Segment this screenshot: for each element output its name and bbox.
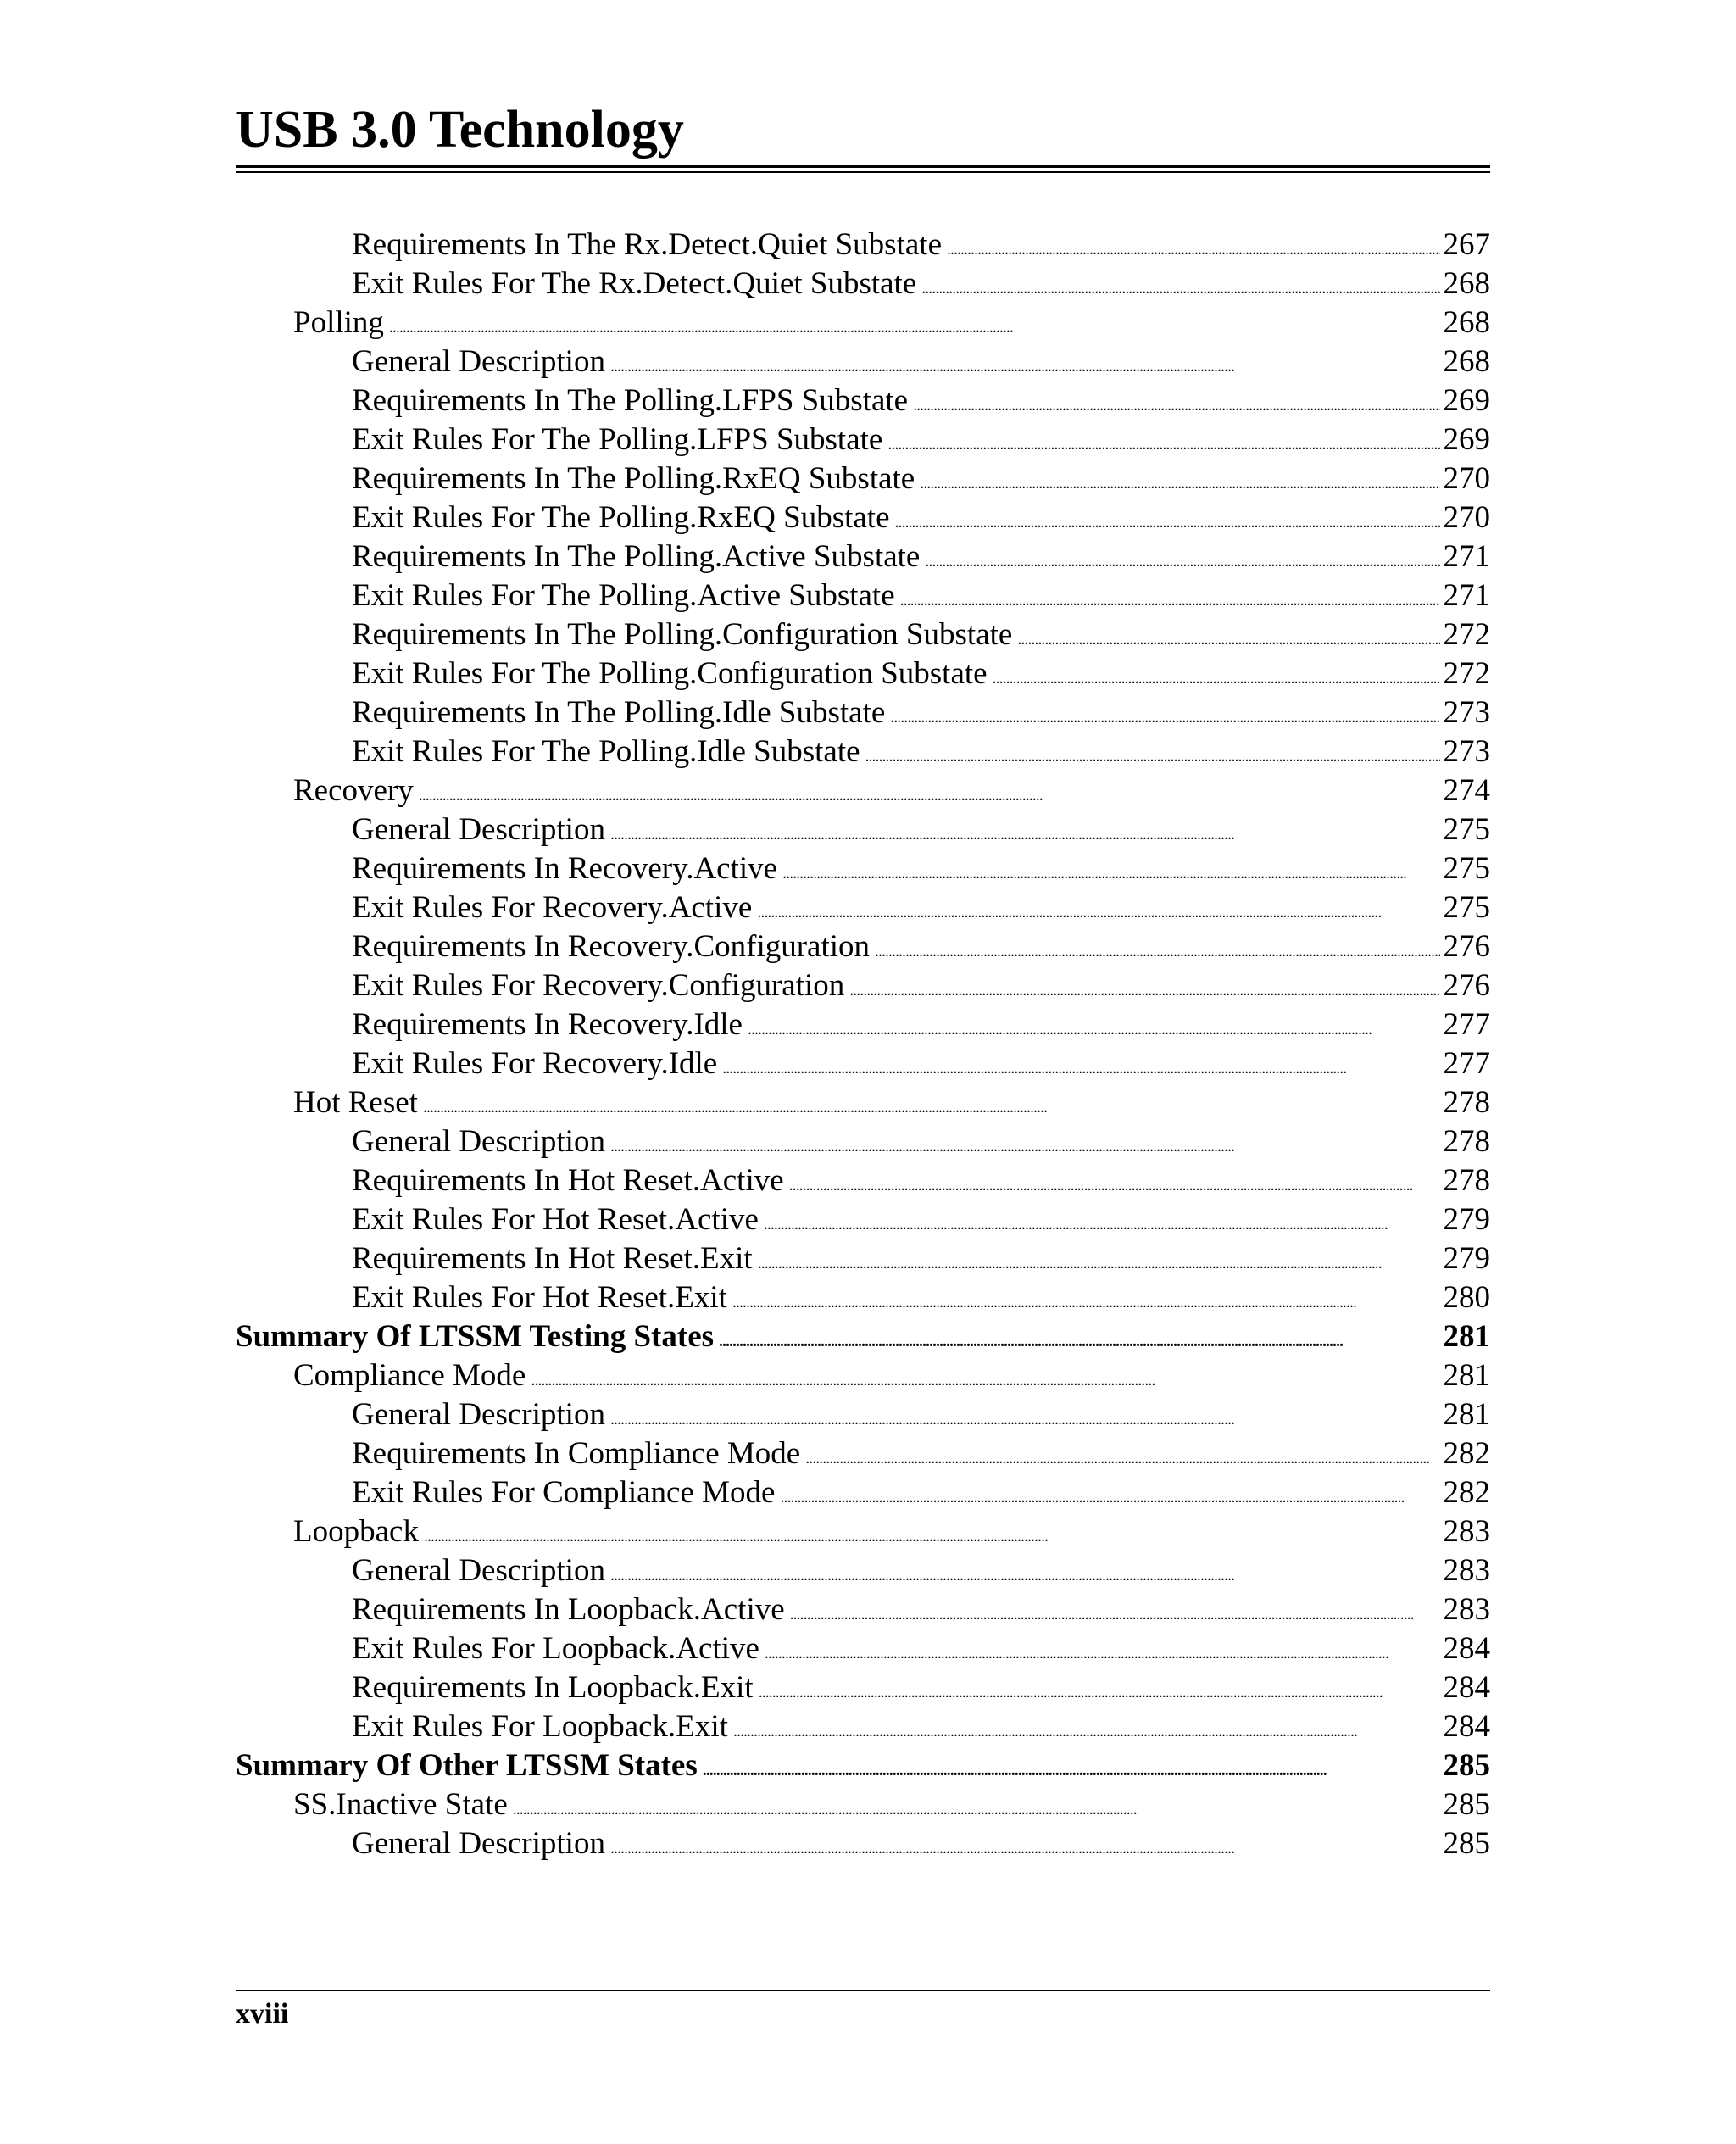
toc-entry[interactable] <box>236 1824 1490 1863</box>
toc-entry-title: Exit Rules For Compliance Mode <box>352 1475 776 1510</box>
toc-entry[interactable] <box>236 1707 1490 1746</box>
toc-entry-page: 280 <box>1443 1280 1490 1315</box>
dot-leader <box>759 1668 1440 1712</box>
toc-entry-title: Recovery <box>293 773 414 808</box>
toc-entry-title: Exit Rules For The Polling.RxEQ Substate <box>352 500 890 535</box>
toc-entry[interactable] <box>236 1317 1490 1356</box>
toc-entry-title: Exit Rules For The Polling.LFPS Substate <box>352 422 883 457</box>
toc-entry-title: Summary Of Other LTSSM States <box>236 1748 698 1783</box>
toc-entry[interactable] <box>236 498 1490 537</box>
toc-entry-page: 281 <box>1443 1397 1490 1432</box>
toc-entry-title: Requirements In The Rx.Detect.Quiet Substate <box>352 227 942 262</box>
toc-entry-page: 283 <box>1443 1514 1490 1549</box>
toc-entry-title: Exit Rules For Recovery.Active <box>352 890 753 925</box>
dot-leader <box>887 420 1439 464</box>
toc-entry-title: Exit Rules For The Rx.Detect.Quiet Substate <box>352 266 917 301</box>
toc-entry[interactable] <box>236 888 1490 927</box>
dot-leader <box>758 1239 1440 1283</box>
toc-entry-title: General Description <box>352 1397 605 1432</box>
toc-entry[interactable] <box>236 226 1490 265</box>
toc-entry[interactable] <box>236 1512 1490 1551</box>
toc-entry-title: Exit Rules For Recovery.Configuration <box>352 968 845 1003</box>
toc-entry[interactable] <box>236 265 1490 304</box>
toc-entry-title: Requirements In Hot Reset.Exit <box>352 1241 753 1276</box>
toc-entry[interactable] <box>236 1005 1490 1044</box>
dot-leader <box>764 1200 1440 1244</box>
toc-entry[interactable] <box>236 927 1490 966</box>
toc-entry[interactable] <box>236 615 1490 654</box>
toc-entry[interactable] <box>236 693 1490 732</box>
toc-entry[interactable] <box>236 732 1490 771</box>
toc-entry-title: Exit Rules For Recovery.Idle <box>352 1046 718 1081</box>
toc-entry-page: 282 <box>1443 1436 1490 1471</box>
toc-entry[interactable] <box>236 1551 1490 1590</box>
toc-entry[interactable] <box>236 1200 1490 1239</box>
toc-entry-title: Requirements In Recovery.Active <box>352 851 778 886</box>
dot-leader <box>610 1824 1440 1868</box>
dot-leader <box>890 693 1439 737</box>
toc-entry-title: General Description <box>352 1826 605 1861</box>
toc-entry-page: 268 <box>1443 344 1490 379</box>
toc-entry-page: 278 <box>1443 1085 1490 1120</box>
toc-entry-title: Compliance Mode <box>293 1358 526 1393</box>
dot-leader <box>748 1005 1440 1049</box>
running-header-title: USB 3.0 Technology <box>236 101 684 159</box>
dot-leader <box>895 498 1440 542</box>
dot-leader <box>765 1629 1440 1673</box>
dot-leader <box>1017 615 1439 659</box>
toc-entry-page: 269 <box>1443 422 1490 457</box>
toc-entry-title: Requirements In Hot Reset.Active <box>352 1163 784 1198</box>
toc-entry[interactable] <box>236 1161 1490 1200</box>
toc-entry-page: 277 <box>1443 1007 1490 1042</box>
toc-entry-page: 267 <box>1443 227 1490 262</box>
dot-leader <box>719 1317 1439 1361</box>
dot-leader <box>610 1551 1440 1595</box>
toc-entry-title: SS.Inactive State <box>293 1787 508 1822</box>
dot-leader <box>947 226 1440 269</box>
toc-entry-page: 285 <box>1443 1787 1490 1822</box>
dot-leader <box>513 1785 1440 1829</box>
toc-entry-title: General Description <box>352 1124 605 1159</box>
toc-entry-title: Exit Rules For Hot Reset.Active <box>352 1202 759 1237</box>
dot-leader <box>610 342 1440 386</box>
toc-entry-page: 272 <box>1443 617 1490 652</box>
toc-entry-title: Requirements In Loopback.Exit <box>352 1670 754 1705</box>
toc-entry-page: 278 <box>1443 1124 1490 1159</box>
dot-leader <box>732 1278 1440 1322</box>
toc-entry-title: Exit Rules For The Polling.Idle Substate <box>352 734 860 769</box>
toc-entry-title: Requirements In The Polling.Active Substate <box>352 539 921 574</box>
dot-leader <box>610 810 1440 854</box>
dot-leader <box>782 849 1439 893</box>
toc-entry[interactable] <box>236 420 1490 459</box>
dot-leader <box>531 1356 1439 1400</box>
toc-entry-title: Requirements In The Polling.Idle Substate <box>352 695 886 730</box>
dot-leader <box>419 771 1440 815</box>
dot-leader <box>900 576 1440 620</box>
toc-entry[interactable] <box>236 771 1490 810</box>
toc-entry[interactable] <box>236 1083 1490 1122</box>
toc-entry-title: Requirements In The Polling.LFPS Substate <box>352 383 909 418</box>
toc-entry[interactable] <box>236 342 1490 381</box>
toc-entry-page: 279 <box>1443 1202 1490 1237</box>
table-of-contents <box>236 226 1490 1863</box>
toc-entry[interactable] <box>236 966 1490 1005</box>
toc-entry[interactable] <box>236 1356 1490 1395</box>
dot-leader <box>703 1746 1440 1790</box>
dot-leader <box>780 1473 1439 1517</box>
footer-rule <box>236 1990 1490 1991</box>
toc-entry[interactable] <box>236 1785 1490 1824</box>
toc-entry[interactable] <box>236 1629 1490 1668</box>
toc-entry-page: 283 <box>1443 1553 1490 1588</box>
toc-entry-title: General Description <box>352 1553 605 1588</box>
toc-entry[interactable] <box>236 1239 1490 1278</box>
toc-entry-page: 277 <box>1443 1046 1490 1081</box>
dot-leader <box>913 381 1439 425</box>
header-rule <box>236 165 1490 168</box>
toc-entry[interactable] <box>236 1668 1490 1707</box>
toc-entry[interactable] <box>236 381 1490 420</box>
toc-entry-page: 284 <box>1443 1670 1490 1705</box>
toc-entry-title: General Description <box>352 812 605 847</box>
dot-leader <box>790 1590 1440 1634</box>
dot-leader <box>865 732 1440 776</box>
toc-entry-page: 274 <box>1443 773 1490 808</box>
dot-leader <box>789 1161 1440 1205</box>
toc-entry-page: 270 <box>1443 461 1490 496</box>
toc-entry-title: Hot Reset <box>293 1085 418 1120</box>
toc-entry-page: 275 <box>1443 890 1490 925</box>
toc-entry[interactable] <box>236 654 1490 693</box>
toc-entry[interactable] <box>236 304 1490 342</box>
dot-leader <box>722 1044 1439 1088</box>
toc-entry-page: 269 <box>1443 383 1490 418</box>
toc-entry-page: 271 <box>1443 578 1490 613</box>
toc-entry[interactable] <box>236 537 1490 576</box>
toc-entry-title: Requirements In Recovery.Idle <box>352 1007 743 1042</box>
dot-leader <box>424 1512 1440 1556</box>
toc-entry-title: General Description <box>352 344 605 379</box>
toc-entry-title: Requirements In Loopback.Active <box>352 1592 785 1627</box>
toc-entry-page: 283 <box>1443 1592 1490 1627</box>
toc-entry[interactable] <box>236 1278 1490 1317</box>
dot-leader <box>389 304 1440 347</box>
toc-entry[interactable] <box>236 1122 1490 1161</box>
toc-entry-title: Exit Rules For The Polling.Active Substate <box>352 578 895 613</box>
dot-leader <box>733 1707 1440 1751</box>
toc-entry-page: 272 <box>1443 656 1490 691</box>
toc-entry-page: 285 <box>1443 1826 1490 1861</box>
dot-leader <box>920 459 1439 503</box>
toc-entry-title: Exit Rules For The Polling.Configuration Substate <box>352 656 988 691</box>
toc-entry-page: 281 <box>1443 1358 1490 1393</box>
toc-entry[interactable] <box>236 1746 1490 1785</box>
toc-entry-title: Summary Of LTSSM Testing States <box>236 1319 715 1354</box>
toc-entry-page: 276 <box>1443 968 1490 1003</box>
dot-leader <box>849 966 1439 1010</box>
toc-entry-title: Requirements In Recovery.Configuration <box>352 929 871 964</box>
toc-entry-page: 271 <box>1443 539 1490 574</box>
dot-leader <box>875 927 1439 971</box>
toc-entry[interactable] <box>236 849 1490 888</box>
toc-entry[interactable] <box>236 576 1490 615</box>
toc-entry-title: Exit Rules For Loopback.Exit <box>352 1709 728 1744</box>
toc-entry-title: Requirements In Compliance Mode <box>352 1436 801 1471</box>
toc-entry-page: 268 <box>1443 266 1490 301</box>
toc-entry-page: 275 <box>1443 851 1490 886</box>
dot-leader <box>993 654 1440 698</box>
toc-entry-title: Loopback <box>293 1514 419 1549</box>
toc-entry-page: 278 <box>1443 1163 1490 1198</box>
toc-entry-title: Polling <box>293 305 384 340</box>
toc-entry-title: Requirements In The Polling.RxEQ Substate <box>352 461 915 496</box>
page-number: xviii <box>236 1998 289 2030</box>
toc-entry[interactable] <box>236 1395 1490 1434</box>
toc-entry-page: 279 <box>1443 1241 1490 1276</box>
toc-entry-title: Exit Rules For Hot Reset.Exit <box>352 1280 727 1315</box>
toc-entry-page: 285 <box>1443 1748 1490 1783</box>
toc-entry-page: 268 <box>1443 305 1490 340</box>
toc-entry-page: 284 <box>1443 1631 1490 1666</box>
toc-entry-page: 270 <box>1443 500 1490 535</box>
toc-entry[interactable] <box>236 1473 1490 1512</box>
dot-leader <box>610 1395 1440 1439</box>
toc-entry[interactable] <box>236 810 1490 849</box>
toc-entry-page: 282 <box>1443 1475 1490 1510</box>
toc-entry[interactable] <box>236 1434 1490 1473</box>
toc-entry-page: 281 <box>1443 1319 1490 1354</box>
dot-leader <box>925 537 1439 581</box>
dot-leader <box>610 1122 1440 1166</box>
dot-leader <box>757 888 1439 932</box>
dot-leader <box>921 265 1439 308</box>
toc-entry-page: 273 <box>1443 734 1490 769</box>
header-rule-thin <box>236 171 1490 173</box>
toc-entry-page: 276 <box>1443 929 1490 964</box>
toc-entry-page: 284 <box>1443 1709 1490 1744</box>
toc-entry[interactable] <box>236 1590 1490 1629</box>
toc-entry[interactable] <box>236 459 1490 498</box>
dot-leader <box>805 1434 1439 1478</box>
toc-entry[interactable] <box>236 1044 1490 1083</box>
toc-entry-page: 273 <box>1443 695 1490 730</box>
toc-entry-page: 275 <box>1443 812 1490 847</box>
dot-leader <box>423 1083 1440 1127</box>
toc-entry-title: Requirements In The Polling.Configuration Substate <box>352 617 1013 652</box>
toc-entry-title: Exit Rules For Loopback.Active <box>352 1631 760 1666</box>
